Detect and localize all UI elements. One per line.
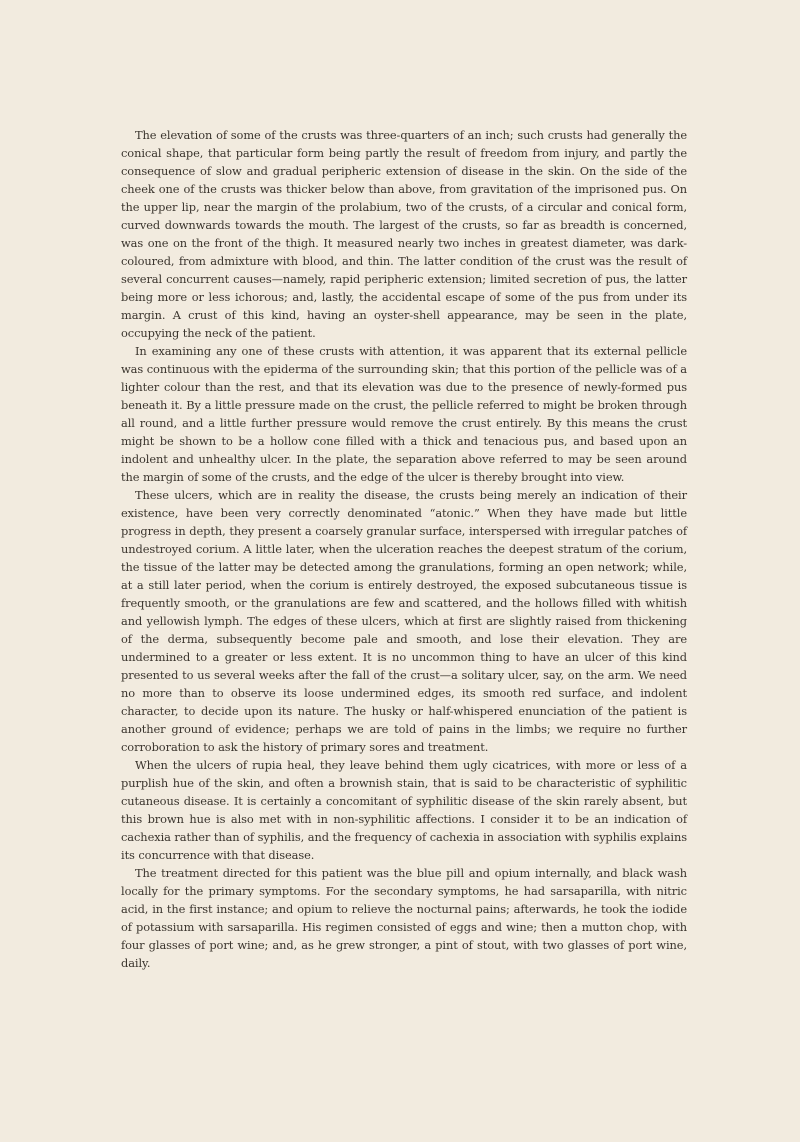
paragraph-2: In examining any one of these crusts with attention, it was apparent that its external pellicle was continuous with the epiderma of the surrounding skin; that this portion of the pellicle was of a lighter colour than the rest, and that its elevation was due to the presence of newly-formed pus beneath it. By a little pressure made on the crust, the pellicle referred to might be broken through all round, and a little further pressure would remove the crust entirely. By this means the crust might be shown to be a hollow cone filled with a thick and tenacious pus, and based upon an indolent and unhealthy ulcer. In the plate, the separation above referred to may be seen around the margin of some of the crusts, and the edge of the ulcer is thereby brought into view. (121, 344, 687, 484)
paragraph-4: When the ulcers of rupia heal, they leave behind them ugly cicatrices, with more or less of a purplish hue of the skin, and often a brownish stain, that is said to be characteristic of syphilitic cutaneous disease. It is certainly a concomitant of syphilitic disease of the skin rarely absent, but this brown hue is also met with in non-syphilitic affections. I consider it to be an indication of cachexia rather than of syphilis, and the frequency of cachexia in association with syphilis explains its concurrence with that disease. (121, 758, 687, 862)
body-text (121, 126, 687, 972)
paragraph-3: These ulcers, which are in reality the disease, the crusts being merely an indication of their existence, have been very correctly denominated “atonic.” When they have made but little progress in depth, they present a coarsely granular surface, interspersed with irregular patches of undestroyed corium. A little later, when the ulceration reaches the deepest stratum of the corium, the tissue of the latter may be detected among the granulations, forming an open network; while, at a still later period, when the corium is entirely destroyed, the exposed subcutaneous tissue is frequently smooth, or the granulations are few and scattered, and the hollows filled with whitish and yellowish lymph. The edges of these ulcers, which at first are slightly raised from thickening of the derma, subsequently become pale and smooth, and lose their elevation. They are undermined to a greater or less extent. It is no uncommon thing to have an ulcer of this kind presented to us several weeks after the fall of the crust—a solitary ulcer, say, on the arm. We need no more than to observe its loose undermined edges, its smooth red surface, and indolent character, to decide upon its nature. The husky or half-whispered enunciation of the patient is another ground of evidence; perhaps we are told of pains in the limbs; we require no further corroboration to ask the history of primary sores and treatment. (121, 488, 687, 754)
paragraph-5: The treatment directed for this patient was the blue pill and opium internally, and black wash locally for the primary symptoms. For the secondary symptoms, he had sarsaparilla, with nitric acid, in the first instance; and opium to relieve the nocturnal pains; afterwards, he took the iodide of potassium with sarsaparilla. His regimen consisted of eggs and wine; then a mutton chop, with four glasses of port wine; and, as he grew stronger, a pint of stout, with two glasses of port wine, daily. (121, 866, 687, 970)
paragraph-1: The elevation of some of the crusts was three-quarters of an inch; such crusts had generally the conical shape, that particular form being partly the result of freedom from injury, and partly the consequence of slow and gradual peripheric extension of disease in the skin. On the side of the cheek one of the crusts was thicker below than above, from gravitation of the imprisoned pus. On the upper lip, near the margin of the prolabium, two of the crusts, of a circular and conical form, curved downwards towards the mouth. The largest of the crusts, so far as breadth is concerned, was one on the front of the thigh. It measured nearly two inches in greatest diameter, was dark-coloured, from admixture with blood, and thin. The latter condition of the crust was the result of several concurrent causes—namely, rapid peripheric extension; limited secretion of pus, the latter being more or less ichorous; and, lastly, the accidental escape of some of the pus from under its margin. A crust of this kind, having an oyster-shell appearance, may be seen in the plate, occupying the neck of the patient. (121, 128, 687, 340)
